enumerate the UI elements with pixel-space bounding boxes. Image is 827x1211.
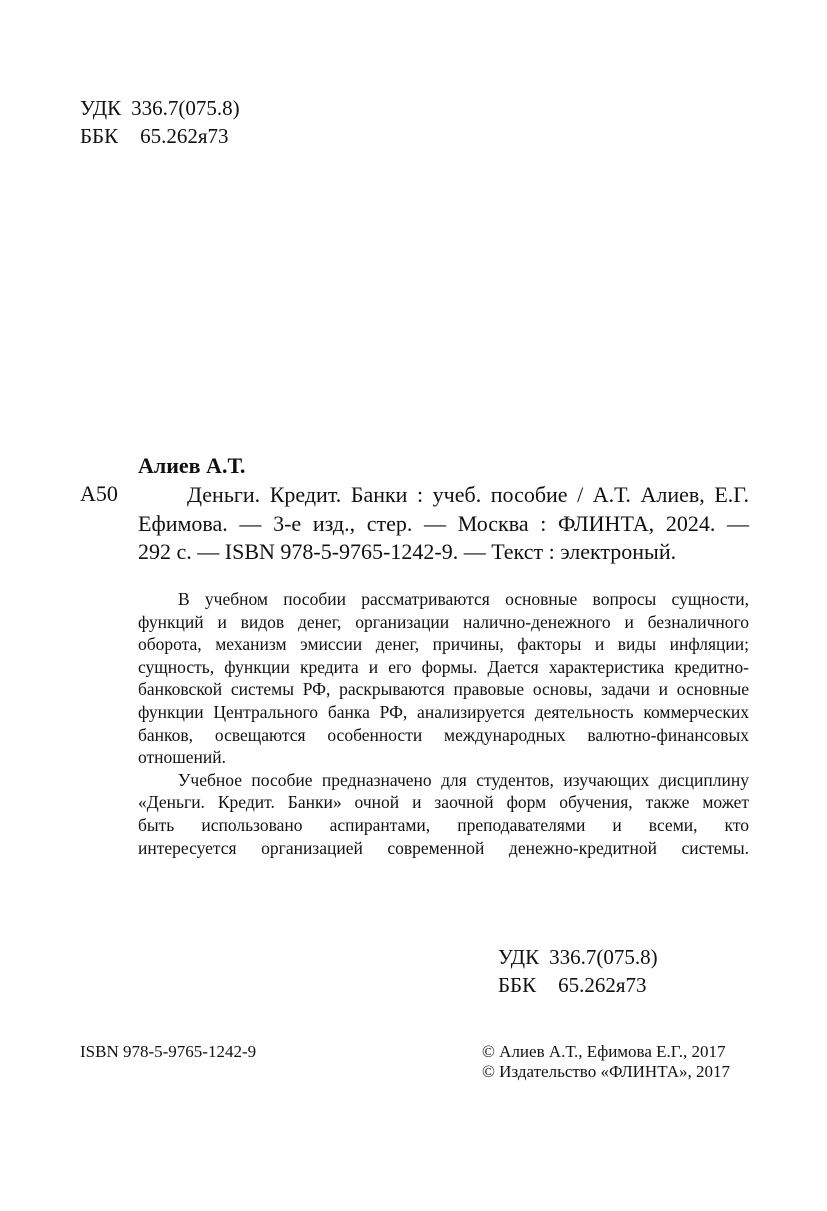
bibliographic-description: [138, 481, 749, 567]
annotation-line: «Деньги. Кредит. Банки» очной и заочной форм обучения, также может: [138, 792, 749, 813]
udk-value: 336.7(075.8): [549, 945, 658, 969]
bbk-label: ББК: [498, 973, 537, 997]
annotation-line: В учебном пособии рассматриваются основные вопросы сущности,: [178, 589, 749, 609]
annotation-line: быть использовано аспирантами, преподавателями и всеми, кто: [138, 814, 749, 835]
annotation-line: Учебное пособие предназначено для студентов, изучающих дисциплину: [178, 769, 749, 790]
udk-code-line: [80, 94, 240, 122]
biblio-line: Ефимова. — 3-е изд., стер. — Москва : ФЛИНТА, 2024. —: [138, 510, 749, 536]
copyright-notice: [482, 1042, 730, 1082]
annotation-line: отношений.: [138, 747, 226, 768]
annotation-line: оборота, механизм эмиссии денег, причины, факторы и виды инфляции;: [138, 634, 749, 655]
bbk-code-line: [498, 971, 658, 999]
copyright-publisher: © Издательство «ФЛИНТА», 2017: [482, 1062, 731, 1081]
annotation-line: функции Центрального банка РФ, анализируется деятельность коммерческих: [138, 701, 749, 722]
annotation-line: сущность, функции кредита и его формы. Дается характеристика кредитно-: [138, 656, 749, 677]
top-classification-codes: [80, 94, 240, 150]
shelf-mark: А50: [80, 481, 118, 506]
udk-label: УДК: [498, 945, 540, 969]
annotation-line: банковской системы РФ, раскрываются правовые основы, задачи и основные: [138, 679, 749, 700]
biblio-line: 292 с. — ISBN 978-5-9765-1242-9. — Текст : электроный.: [138, 539, 677, 564]
annotation-line: интересуется организацией современной денежно-кредитной системы.: [138, 837, 749, 858]
bottom-classification-codes: [498, 943, 658, 999]
annotation-line: банков, освещаются особенности международных валютно-финансовых: [138, 724, 749, 745]
annotation-text: [138, 588, 749, 859]
udk-code-line: [498, 943, 658, 971]
bbk-label: ББК: [80, 124, 119, 148]
copyright-author: © Алиев А.Т., Ефимова Е.Г., 2017: [482, 1042, 726, 1061]
bbk-value: 65.262я73: [140, 124, 229, 148]
annotation-line: функций и видов денег, организации налично-денежного и безналичного: [138, 611, 749, 632]
isbn-number: ISBN 978-5-9765-1242-9: [80, 1042, 257, 1061]
biblio-line: Деньги. Кредит. Банки : учеб. пособие / А.Т. Алиев, Е.Г.: [187, 482, 749, 507]
bbk-code-line: [80, 122, 240, 150]
udk-value: 336.7(075.8): [131, 96, 240, 120]
udk-label: УДК: [80, 96, 122, 120]
bbk-value: 65.262я73: [558, 973, 647, 997]
catalog-author: Алиев А.Т.: [138, 453, 246, 478]
